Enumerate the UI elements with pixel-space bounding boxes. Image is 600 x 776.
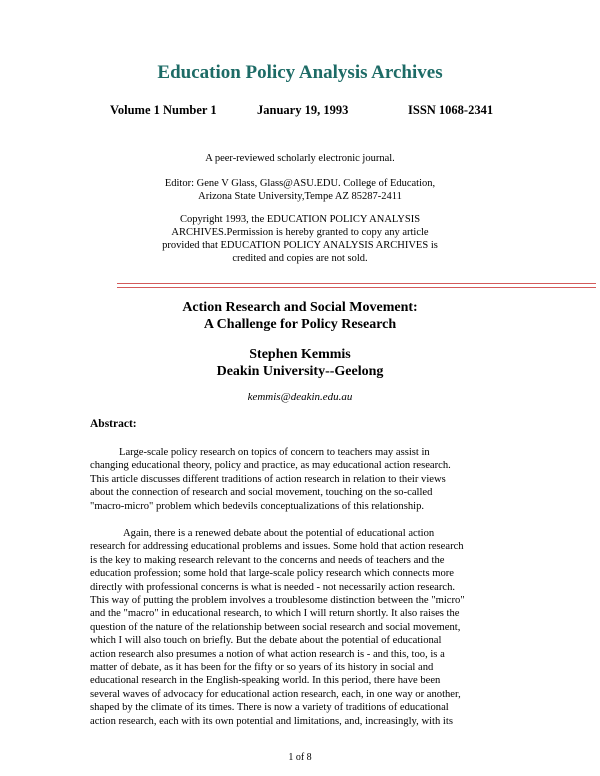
issue-date: January 19, 1993 <box>257 103 349 117</box>
copyright-line: ARCHIVES.Permission is hereby granted to copy any article <box>171 227 429 238</box>
author-affiliation: Deakin University--Geelong <box>216 364 384 379</box>
editor-info <box>0 177 600 203</box>
abstract-paragraph <box>90 446 530 513</box>
editor-line: Editor: Gene V Glass, Glass@ASU.EDU. College of Education, <box>164 178 436 189</box>
editor-line: Arizona State University,Tempe AZ 85287-2411 <box>198 191 402 202</box>
abstract-line: about the connection of research and social movement, touching on the so-called <box>90 487 433 499</box>
body-line: action research also presumes a notion of what action research is - and this, too, is a <box>90 648 445 660</box>
body-line: This way of putting the problem involves a troublesome distinction between the "micro" <box>90 595 465 607</box>
body-line: shaped by the climate of its times. There is now a variety of traditions of educational <box>90 702 449 714</box>
issn: ISSN 1068-2341 <box>408 103 494 117</box>
body-line: is the key to making research relevant to the concerns and needs of teachers and the <box>90 554 445 566</box>
body-line: action research, each with its own potential and limitations, and, increasingly, with its <box>90 715 453 727</box>
body-line: and the "macro" in educational research, to which I will return shortly. It also raises the <box>90 608 460 620</box>
body-paragraph <box>90 527 530 728</box>
body-line: research for addressing educational problems and issues. Some hold that action research <box>90 541 464 553</box>
author-block <box>0 346 600 380</box>
body-line: matter of debate, as it has been for the fifty or so years of its history in social and <box>90 662 434 674</box>
body-line: directly with professional concerns is what is needed - not necessarily action research. <box>90 581 456 593</box>
volume-number: Volume 1 Number 1 <box>110 103 217 117</box>
body-line: Again, there is a renewed debate about the potential of educational action <box>123 528 435 539</box>
section-divider <box>117 283 596 288</box>
abstract-line: Large-scale policy research on topics of concern to teachers may assist in <box>119 447 430 458</box>
article-title-line: A Challenge for Policy Research <box>203 317 397 332</box>
article-title <box>0 299 600 333</box>
copyright-line: credited and copies are not sold. <box>232 253 368 264</box>
abstract-heading: Abstract: <box>90 418 137 430</box>
copyright-line: Copyright 1993, the EDUCATION POLICY ANALYSIS <box>179 214 421 225</box>
abstract-line: "macro-micro" problem which bedevils conceptualizations of this relationship. <box>90 500 425 512</box>
journal-title: Education Policy Analysis Archives <box>157 62 443 83</box>
body-line: education profession; some hold that large-scale policy research which connects more <box>90 568 454 580</box>
body-line: which I will also touch on briefly. But the debate about the potential of educational <box>90 635 442 647</box>
body-line: several waves of advocacy for educational action research, each, in one way or another, <box>90 688 461 700</box>
page-number: 1 of 8 <box>288 752 312 763</box>
abstract-line: This article discusses different traditions of action research in relation to their views <box>90 473 446 485</box>
author-email[interactable]: kemmis@deakin.edu.au <box>247 391 353 403</box>
author-name: Stephen Kemmis <box>249 347 351 362</box>
body-line: question of the nature of the relationship between social research and social movement, <box>90 621 461 633</box>
abstract-line: changing educational theory, policy and practice, as may educational action research. <box>90 460 451 472</box>
copyright-line: provided that EDUCATION POLICY ANALYSIS ARCHIVES is <box>162 240 438 251</box>
copyright-notice <box>0 213 600 265</box>
tagline: A peer-reviewed scholarly electronic journal. <box>205 153 395 164</box>
article-title-line: Action Research and Social Movement: <box>182 300 418 315</box>
body-line: educational research in the English-speaking world. In this period, there have been <box>90 675 441 687</box>
